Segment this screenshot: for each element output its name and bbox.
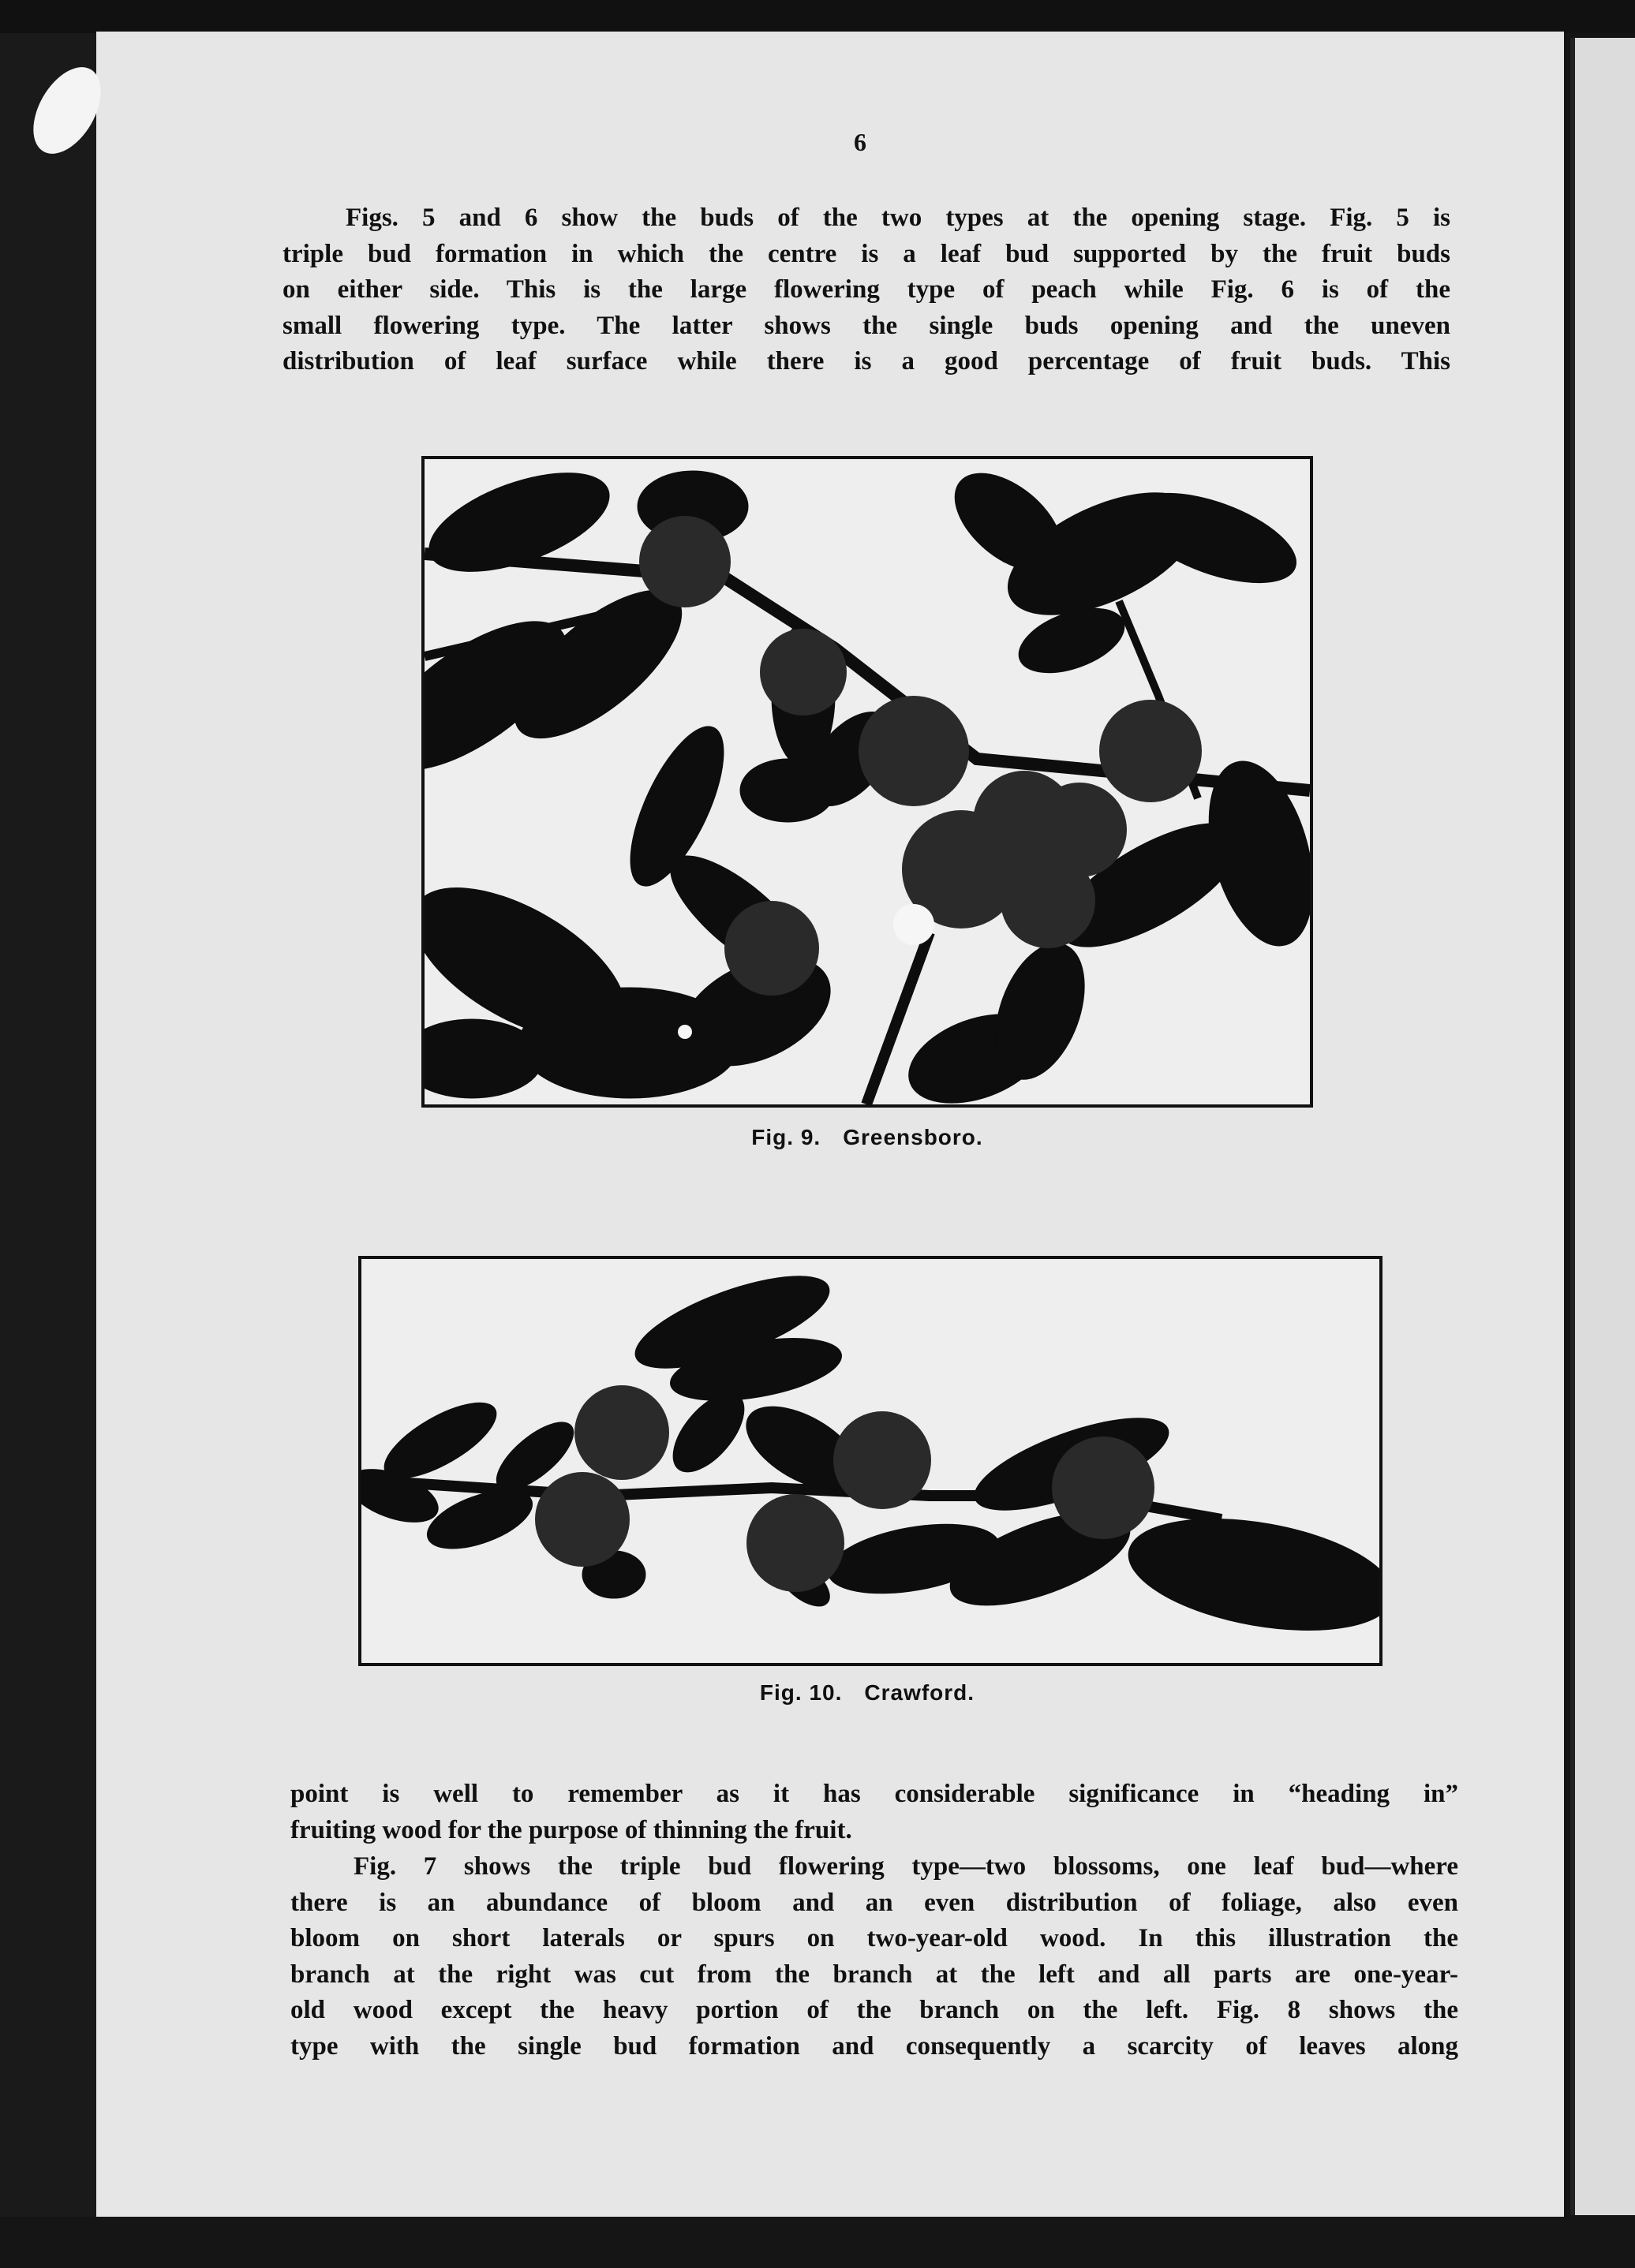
scan-border-bottom — [0, 2217, 1635, 2268]
text-line: triple bud formation in which the centre is a leaf bud supported by the fruit buds — [282, 239, 1450, 268]
paragraph-bottom — [290, 1849, 1458, 2064]
figure-10-number: Fig. 10. — [759, 1680, 843, 1705]
figure-10-caption — [358, 1680, 1376, 1706]
text-line: branch at the right was cut from the branch at the left and all parts are one-year- — [290, 1960, 1458, 1989]
text-line: on either side. This is the large flowering type of peach while Fig. 6 is of the — [282, 275, 1450, 304]
figure-9-caption — [421, 1125, 1313, 1150]
text-line: Fig. 7 shows the triple bud flowering type—two blossoms, one leaf bud—where — [354, 1852, 1458, 1881]
text-line: point is well to remember as it has considerable significance in “heading in” — [290, 1780, 1458, 1808]
text-line: distribution of leaf surface while there is a good percentage of fruit buds. This — [282, 347, 1450, 376]
text-line: old wood except the heavy portion of the branch on the left. Fig. 8 shows the — [290, 1996, 1458, 2024]
adjacent-page-edge — [1570, 38, 1635, 2215]
peach-branch-blossom-image — [425, 459, 1310, 1104]
text-line: fruiting wood for the purpose of thinning the fruit. — [290, 1815, 852, 1844]
figure-9-title: Greensboro. — [843, 1125, 983, 1149]
figure-9-photo — [421, 456, 1313, 1108]
text-line: type with the single bud formation and consequently a scarcity of leaves along — [290, 2031, 1458, 2061]
text-line: small flowering type. The latter shows the single buds opening and the uneven — [282, 311, 1450, 340]
figure-10-photo — [358, 1256, 1382, 1666]
text-line: Figs. 5 and 6 show the buds of the two types at the opening stage. Fig. 5 is — [346, 204, 1450, 232]
figure-10-title: Crawford. — [864, 1680, 975, 1705]
page-number: 6 — [854, 128, 866, 156]
figure-9-number: Fig. 9. — [751, 1125, 821, 1149]
scan-border-top — [0, 0, 1635, 33]
text-line: there is an abundance of bloom and an even distribution of foliage, also even — [290, 1888, 1458, 1917]
peach-branch-fruit-image — [361, 1259, 1379, 1663]
text-line: bloom on short laterals or spurs on two-year-old wood. In this illustration the — [290, 1924, 1458, 1952]
paragraph-top — [282, 200, 1450, 380]
paragraph-bottom-continuation — [290, 1777, 1458, 1848]
